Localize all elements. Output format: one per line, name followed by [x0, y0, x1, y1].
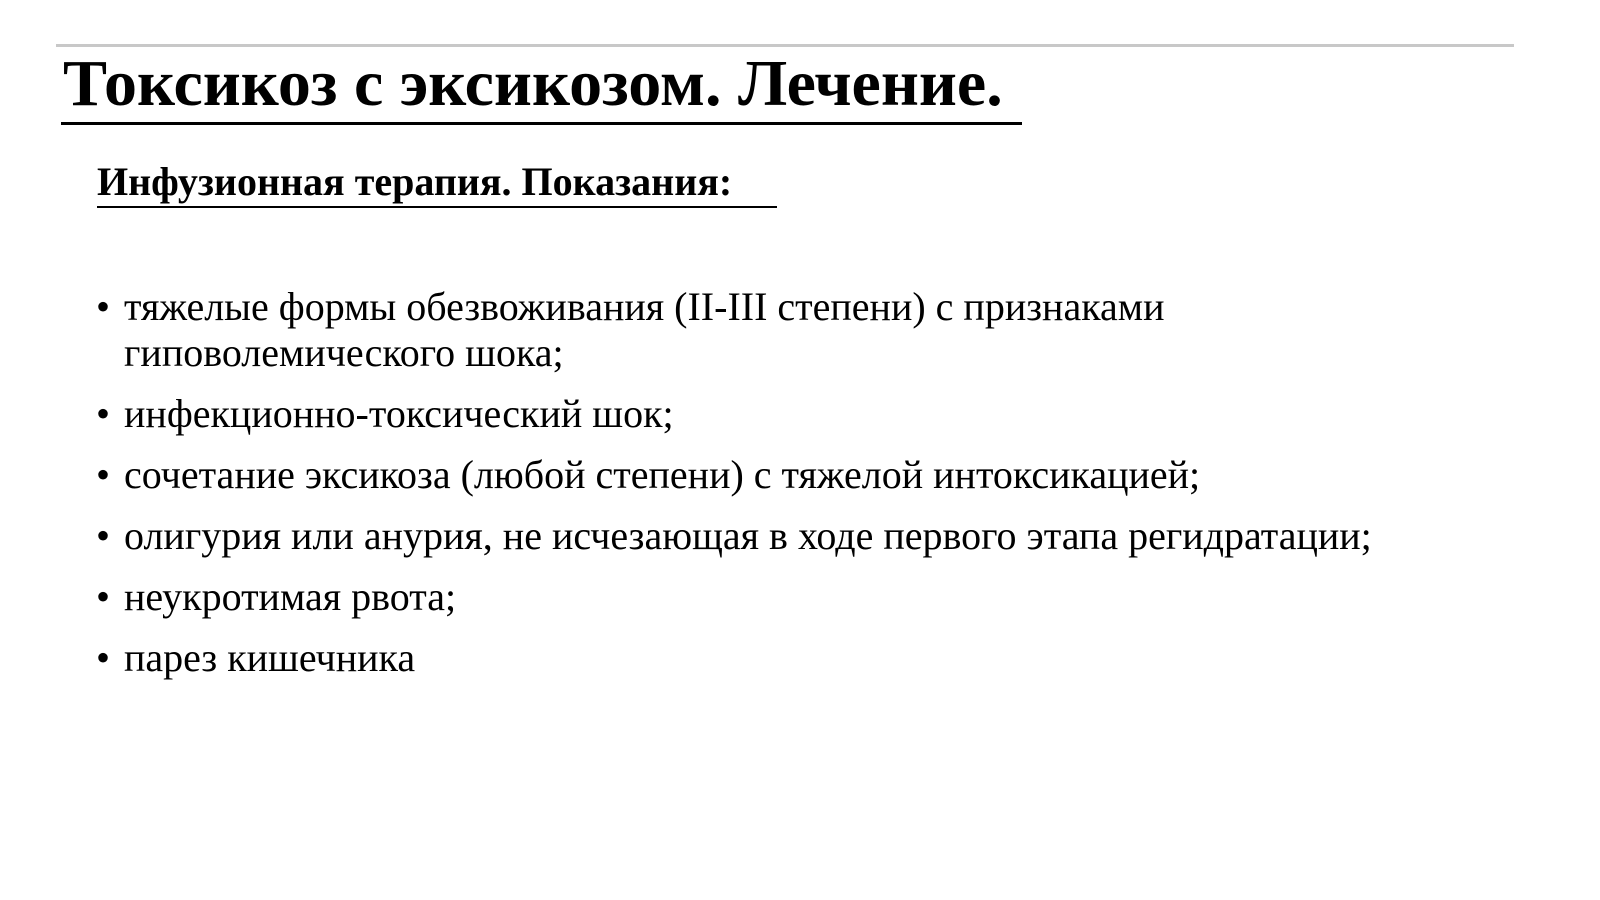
- list-item-text: тяжелые формы обезвоживания (II-III степени) с признаками гиповолемического шока;: [124, 284, 1165, 375]
- subtitle-underline: [97, 206, 777, 208]
- list-item: [96, 574, 1396, 620]
- list-item: [96, 284, 1396, 376]
- list-item-text: инфекционно-токсический шок;: [124, 391, 674, 436]
- bullet-icon: •: [96, 574, 111, 619]
- list-item: [96, 452, 1396, 498]
- list-item: [96, 391, 1396, 437]
- bullet-icon: •: [96, 284, 111, 329]
- indications-list: [96, 284, 1396, 696]
- bullet-icon: •: [96, 513, 111, 558]
- title-underline: [61, 122, 1022, 125]
- list-item-text: парез кишечника: [124, 635, 416, 680]
- list-item-text: сочетание эксикоза (любой степени) с тяжелой интоксикацией;: [124, 452, 1201, 497]
- list-item: [96, 513, 1396, 559]
- list-item-text: олигурия или анурия, не исчезающая в ходе первого этапа регидратации;: [124, 513, 1372, 558]
- bullet-icon: •: [96, 635, 111, 680]
- list-item-text: неукротимая рвота;: [124, 574, 457, 619]
- list-item: [96, 635, 1396, 681]
- slide-subtitle: Инфузионная терапия. Показания:: [97, 159, 733, 204]
- slide-title: Токсикоз с эксикозом. Лечение.: [63, 47, 1003, 120]
- bullet-icon: •: [96, 452, 111, 497]
- bullet-icon: •: [96, 391, 111, 436]
